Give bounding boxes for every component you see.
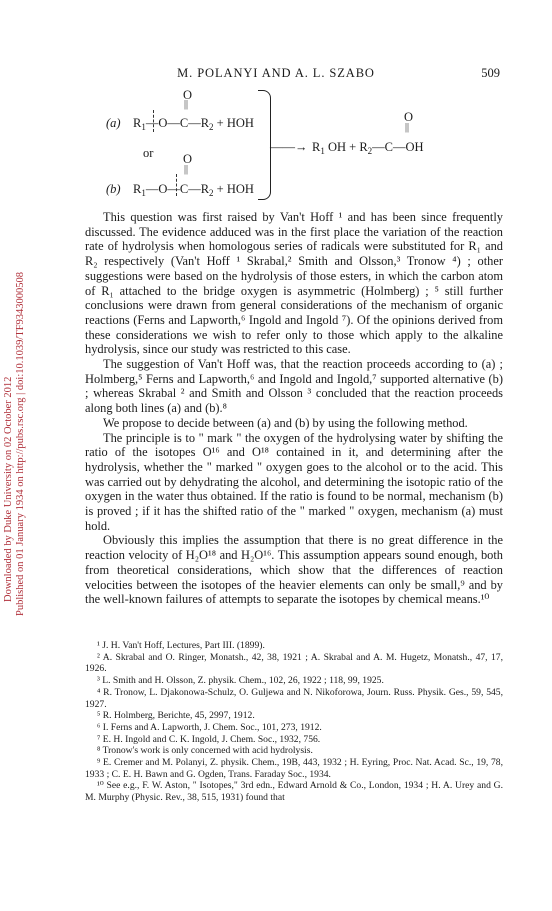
footnotes — [85, 640, 503, 804]
page-number: 509 — [481, 66, 500, 80]
product-double-bond: || — [405, 122, 410, 133]
footnote: ⁷ E. H. Ingold and C. K. Ingold, J. Chem. Soc., 1932, 756. — [97, 733, 321, 745]
footnote: ⁴ R. Tronow, L. Djakonowa-Schulz, O. Guljewa and N. Nikoforowa, Journ. Russ. Physik. Ges., 59, 545, 1927. — [85, 686, 503, 710]
paragraph: This question was first raised by Van't Hoff ¹ and has been since frequently discussed. The evidence adduced was in the first place the variation of the reaction rate of hydrolysis when homologous series of radicals were substituted for R₁ and R₂ respectively (Van't Hoff ¹ Skrabal,² Smith and Olsson,³ Tronow ⁴) ; other suggestions were based on the hydrolysis of those esters, in which the carbon atom of R₁ attached to the bridge oxygen is asymmetric (Holmberg) ; ⁵ still further conclusions were drawn from general considerations of the mechanism of organic reactions (Ferns and Lapworth,⁶ Ingold and Ingold ⁷). Of the opinions derived from these considerations we wish to refer only to those which apply to the alkaline hydrolysis, since our study was restricted to this case. — [85, 210, 503, 357]
running-title: M. POLANYI AND A. L. SZABO — [177, 66, 375, 80]
footnote: ⁶ I. Ferns and A. Lapworth, J. Chem. Soc., 101, 273, 1912. — [97, 721, 322, 733]
double-bond-b: || — [184, 164, 189, 175]
reaction-scheme — [0, 0, 552, 200]
footnote: ¹⁰ See e.g., F. W. Aston, " Isotopes," 3rd edn., Edward Arnold & Co., London, 1934 ; H. A. Urey and G. M. Murphy (Physic. Rev., 38, 515, 1931) found that — [85, 780, 503, 804]
ester-a: $R_1—O—C—R_2$ + HOH — [133, 116, 254, 132]
footnote: ² A. Skrabal and O. Ringer, Monatsh., 42, 38, 1921 ; A. Skrabal and A. M. Hugetz, Monatsh., 47, 17, 1926. — [85, 651, 503, 675]
footnote: ⁸ Tronow's work is only concerned with acid hydrolysis. — [97, 745, 313, 757]
oxygen-label-a: O — [183, 88, 193, 102]
cleavage-line-b — [176, 174, 178, 196]
reaction-arrow: ——→ — [270, 140, 308, 154]
paragraph: Obviously this implies the assumption that there is no great difference in the reaction velocity of H₂O¹⁸ and H₂O¹⁶. This assumption appears sound enough, both from theoretical considerations, which show that the differences of reaction velocities between the isotopes of the heavier elements can only be small,⁹ and by the well-known failures of attempts to separate the isotopes by chemical means.¹⁰ — [85, 533, 503, 607]
footnote: ³ L. Smith and H. Olsson, Z. physik. Chem., 102, 26, 1922 ; 118, 99, 1925. — [97, 675, 384, 687]
label-b: (b) — [106, 182, 121, 196]
double-bond-a: || — [184, 99, 189, 110]
footnote: ⁹ E. Cremer and M. Polanyi, Z. physik. Chem., 19B, 443, 1932 ; H. Eyring, Proc. Nat. Acad. Sc., 19, 78, 1933 ; C. E. H. Bawn and G. Ogden, Trans. Faraday Soc., 1934. — [85, 757, 503, 780]
oxygen-label-b: O — [183, 152, 193, 166]
product-oxygen: O — [404, 110, 414, 124]
cleavage-line-a — [153, 110, 155, 132]
ester-b: $R_1—O—C—R_2$ + HOH — [133, 182, 254, 198]
publication-notice: Published on 01 January 1934 on http://pubs.rsc.org | doi:10.1039/TF9343000508 — [15, 271, 26, 616]
paragraph: We propose to decide between (a) and (b) by using the following method. — [103, 415, 468, 430]
products: $R_1$ OH + $R_2—C—OH$ — [312, 140, 424, 156]
footnote: ⁵ R. Holmberg, Berichte, 45, 2997, 1912. — [97, 710, 255, 722]
paragraph: The suggestion of Van't Hoff was, that the reaction proceeds according to (a) ; Holmberg,⁵ Ferns and Lapworth,⁶ and Ingold and Ingold,⁷ supported alternative (b) ; whereas Skrabal ² and Smith and Olsson ³ concluded that the reaction proceeds along both lines (a) and (b).⁸ — [85, 357, 503, 416]
footnote: ¹ J. H. Van't Hoff, Lectures, Part III. (1899). — [97, 640, 265, 651]
paragraph: The principle is to " mark " the oxygen of the hydrolysing water by shifting the ratio of the isotopes O¹⁶ and O¹⁸ contained in it, and determining after the hydrolysis, whether the " marked " oxygen goes to the alcohol or to the acid. This was carried out by dehydrating the alcohol, and determining the isotopic ratio of the oxygen in the water thus obtained. If the ratio is found to be normal, mechanism (b) is proved ; if it has the shifted ratio of the " marked " oxygen, mechanism (a) must hold. — [85, 430, 503, 533]
label-a: (a) — [106, 116, 121, 130]
or-label: or — [143, 146, 154, 160]
body-text — [85, 210, 503, 607]
download-notice: Downloaded by Duke University on 02 October 2012 — [3, 376, 14, 602]
